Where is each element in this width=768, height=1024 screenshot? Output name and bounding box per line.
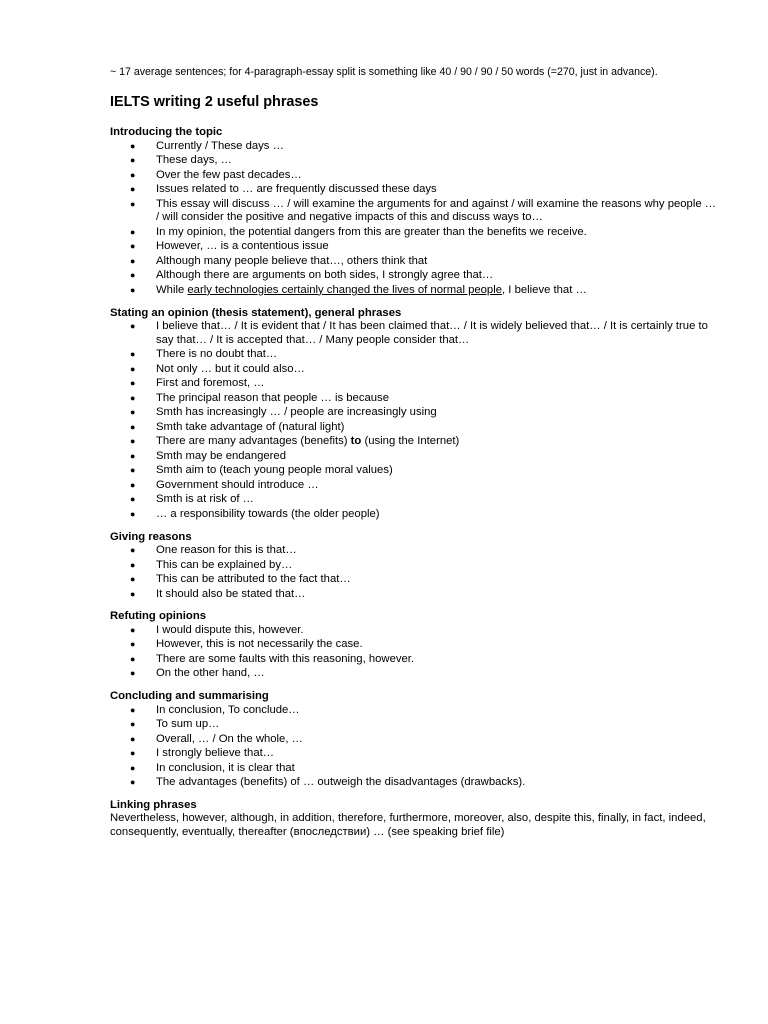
list-item: ● Smth take advantage of (natural light) bbox=[130, 420, 345, 433]
bullet-icon: ● bbox=[130, 241, 136, 252]
phrase-list bbox=[110, 624, 720, 681]
bullet-icon: ● bbox=[130, 777, 136, 788]
list-item: ● There are many advantages (benefits) to (using the Internet) bbox=[130, 435, 460, 448]
bullet-icon: ● bbox=[130, 588, 136, 599]
bullet-icon: ● bbox=[130, 169, 136, 180]
list-item: ● This can be attributed to the fact that… bbox=[130, 573, 351, 586]
section-linking-phrases bbox=[110, 798, 720, 840]
list-item: ● In my opinion, the potential dangers from this are greater than the benefits we receive. bbox=[130, 225, 587, 238]
bullet-icon: ● bbox=[130, 494, 136, 505]
section-refuting-opinions bbox=[110, 609, 720, 681]
bullet-icon: ● bbox=[130, 184, 136, 195]
list-item: ● Over the few past decades… bbox=[130, 168, 302, 181]
list-item: ● I strongly believe that… bbox=[130, 747, 275, 760]
phrase-list bbox=[110, 544, 720, 601]
list-item: ● However, … is a contentious issue bbox=[130, 240, 329, 253]
underlined-phrase: early technologies certainly changed the lives of normal people bbox=[187, 283, 503, 296]
bullet-icon: ● bbox=[130, 363, 136, 374]
bullet-icon: ● bbox=[130, 421, 136, 432]
list-item: ● First and foremost, … bbox=[130, 377, 265, 390]
list-item: ● However, this is not necessarily the case. bbox=[130, 638, 363, 651]
bullet-icon: ● bbox=[130, 349, 136, 360]
section-heading: Stating an opinion (thesis statement), general phrases bbox=[110, 306, 402, 319]
bullet-icon: ● bbox=[130, 407, 136, 418]
list-item: ● Although many people believe that…, others think that bbox=[130, 254, 428, 267]
section-heading: Concluding and summarising bbox=[110, 690, 269, 703]
list-item: ● One reason for this is that… bbox=[130, 544, 297, 557]
bullet-icon: ● bbox=[130, 284, 136, 295]
list-item: ● It should also be stated that… bbox=[130, 587, 306, 600]
list-item: ● Although there are arguments on both sides, I strongly agree that… bbox=[130, 269, 494, 282]
section-heading: Introducing the topic bbox=[110, 126, 223, 138]
bullet-icon: ● bbox=[130, 479, 136, 490]
list-item: ● … a responsibility towards (the older people) bbox=[130, 507, 380, 520]
section-heading: Linking phrases bbox=[110, 798, 197, 811]
list-item: ● The principal reason that people … is because bbox=[130, 391, 389, 404]
bullet-icon: ● bbox=[130, 378, 136, 389]
list-item: ● In conclusion, To conclude… bbox=[130, 703, 300, 716]
bullet-icon: ● bbox=[130, 270, 136, 281]
bullet-icon: ● bbox=[130, 392, 136, 403]
list-item: ● In conclusion, it is clear that bbox=[130, 761, 295, 774]
list-item: ● On the other hand, … bbox=[130, 667, 265, 680]
bullet-icon: ● bbox=[130, 545, 136, 556]
list-item: ● Smth may be endangered bbox=[130, 449, 286, 462]
list-item: ● This essay will discuss … / will examine the arguments for and against / will examine the reasons why people … / will consider the positive and negative impacts of this and discuss ways to… bbox=[130, 197, 717, 224]
bullet-icon: ● bbox=[130, 748, 136, 759]
list-item: ● Smth aim to (teach young people moral values) bbox=[130, 464, 393, 477]
list-item: ● Smth is at risk of … bbox=[130, 493, 254, 506]
list-item: ● This can be explained by… bbox=[130, 558, 293, 571]
phrase-sections bbox=[110, 125, 720, 848]
bullet-icon: ● bbox=[130, 436, 136, 447]
list-item: ● Not only … but it could also… bbox=[130, 362, 305, 375]
bullet-icon: ● bbox=[130, 668, 136, 679]
list-item: ● I would dispute this, however. bbox=[130, 623, 304, 636]
bullet-icon: ● bbox=[130, 155, 136, 166]
linking-phrases-paragraph: Nevertheless, however, although, in addition, therefore, furthermore, moreover, also, despite this, finally, in fact, indeed, consequently, eventually, thereafter (впоследствии) … (see speaking brief file) bbox=[110, 812, 706, 839]
bullet-icon: ● bbox=[130, 465, 136, 476]
list-item: ● There is no doubt that… bbox=[130, 348, 278, 361]
document-title: IELTS writing 2 useful phrases bbox=[110, 94, 319, 110]
bold-word: to bbox=[350, 435, 362, 448]
list-item: ● There are some faults with this reasoning, however. bbox=[130, 652, 415, 665]
bullet-icon: ● bbox=[130, 719, 136, 730]
section-stating-an-opinion bbox=[110, 306, 720, 522]
bullet-icon: ● bbox=[130, 704, 136, 715]
word-count-note: ~ 17 average sentences; for 4-paragraph-essay split is something like 40 / 90 / 90 / 50 words (=270, just in advance). bbox=[110, 66, 658, 78]
section-giving-reasons bbox=[110, 530, 720, 602]
section-introducing-the-topic bbox=[110, 125, 720, 298]
bullet-icon: ● bbox=[130, 624, 136, 635]
bullet-icon: ● bbox=[130, 255, 136, 266]
section-heading: Refuting opinions bbox=[110, 610, 207, 623]
bullet-icon: ● bbox=[130, 733, 136, 744]
bullet-icon: ● bbox=[130, 321, 136, 332]
list-item: ● Overall, … / On the whole, … bbox=[130, 732, 303, 745]
list-item: ● Smth has increasingly … / people are increasingly using bbox=[130, 406, 437, 419]
section-concluding-and-summarising bbox=[110, 689, 720, 790]
list-item: ● These days, … bbox=[130, 154, 232, 167]
section-heading: Giving reasons bbox=[110, 530, 192, 543]
list-item: ● Issues related to … are frequently discussed these days bbox=[130, 183, 437, 196]
list-item: ● Currently / These days … bbox=[130, 139, 284, 152]
bullet-icon: ● bbox=[130, 198, 136, 209]
phrase-list bbox=[110, 704, 720, 790]
bullet-icon: ● bbox=[130, 140, 136, 151]
bullet-icon: ● bbox=[130, 508, 136, 519]
bullet-icon: ● bbox=[130, 762, 136, 773]
phrase-list bbox=[110, 140, 720, 298]
list-item: ● To sum up… bbox=[130, 718, 220, 731]
bullet-icon: ● bbox=[130, 450, 136, 461]
list-item: ● While early technologies certainly changed the lives of normal people, I believe that … bbox=[130, 283, 587, 296]
list-item: ● I believe that… / It is evident that / It has been claimed that… / It is widely believed that… / It is certainly true to say that… / It is accepted that… / Many people consider that… bbox=[130, 320, 708, 346]
bullet-icon: ● bbox=[130, 226, 136, 237]
bullet-icon: ● bbox=[130, 574, 136, 585]
bullet-icon: ● bbox=[130, 653, 136, 664]
list-item: ● Government should introduce … bbox=[130, 478, 319, 491]
list-item: ● The advantages (benefits) of … outweigh the disadvantages (drawbacks). bbox=[130, 776, 526, 789]
phrase-list bbox=[110, 320, 720, 521]
bullet-icon: ● bbox=[130, 559, 136, 570]
bullet-icon: ● bbox=[130, 639, 136, 650]
